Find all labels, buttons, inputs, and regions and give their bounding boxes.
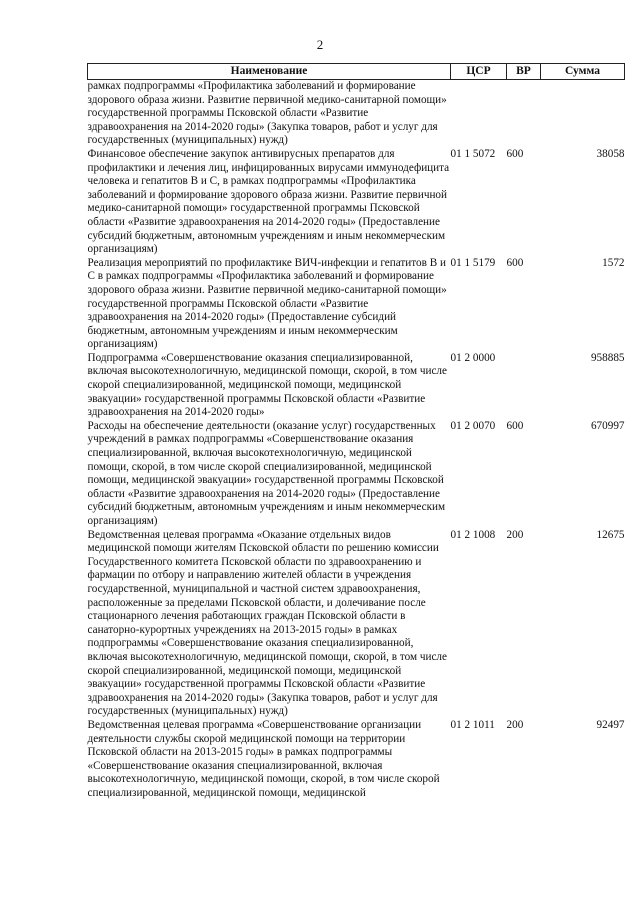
budget-table [87,63,625,800]
row-vr: 600 [506,256,524,269]
table-row [88,529,625,719]
row-name: Ведомственная целевая программа «Совершенствование организации деятельности службы скорой медицинской помощи на территории Псковской области на 2013-2015 годы» в рамках подпрограммы «Совершенствование оказания специализированной, включая высокотехнологичную, медицинской помощи, скорой, в том числе скорой специализированной, медицинской помощи, медицинской [87,718,440,799]
row-csr [451,80,507,148]
table-row [88,420,625,529]
header-vr: ВР [507,64,541,80]
row-sum: 92497 [596,718,625,731]
table-row [88,257,625,352]
row-sum: 1572 [602,256,625,269]
row-sum: 670997 [590,419,625,432]
table-header [88,64,625,80]
row-sum: 12675 [596,528,625,541]
table-row [88,719,625,801]
row-sum [541,80,625,148]
row-csr: 01 2 1011 [450,718,495,731]
row-name: Ведомственная целевая программа «Оказание отдельных видов медицинской помощи жителям Псковской области по решению комиссии Государственного комитета Псковской области по здравоохранению и фармации по отбору и направлению жителей области в учреждения государственной, муниципальной и частной систем здравоохранения, расположенные за пределами Псковской области, и долечивание после стационарного лечения работающих граждан Псковской области в санаторно-курортных учреждениях на 2013-2015 годы» в рамках подпрограммы «Совершенствование оказания специализированной, включая высокотехнологичную, медицинской помощи, скорой, в том числе скорой специализированной, медицинской помощи, медицинской эвакуации» государственной программы Псковской области «Развитие здравоохранения на 2014-2020 годы» (Закупка товаров, работ и услуг для государственных (муниципальных) нужд) [87,528,447,718]
header-sum: Сумма [541,64,625,80]
row-sum: 38058 [596,147,625,160]
row-vr [507,352,541,420]
row-vr [507,80,541,148]
row-vr: 200 [506,718,524,731]
row-csr: 01 2 0070 [450,419,496,432]
table-body [88,80,625,801]
page-number: 2 [316,37,324,52]
row-name: Реализация мероприятий по профилактике ВИЧ-инфекции и гепатитов В и С в рамках подпрограммы «Профилактика заболеваний и формирование здорового образа жизни. Развитие первичной медико-санитарной помощи» государственной программы Псковской области «Развитие здравоохранения на 2014-2020 годы» (Предоставление субсидий бюджетным, автономным учреждениям и иным некоммерческим организациям) [87,256,447,351]
row-csr: 01 2 1008 [450,528,496,541]
row-csr: 01 1 5179 [450,256,496,269]
header-csr: ЦСР [451,64,507,80]
row-name: рамках подпрограммы «Профилактика заболеваний и формирование здорового образа жизни. Развитие первичной медико-санитарной помощи» государственной программы Псковской области «Развитие здравоохранения на 2014-2020 годы» (Закупка товаров, работ и услуг для государственных (муниципальных) нужд) [87,80,447,147]
header-name: Наименование [88,64,451,80]
table-row [88,148,625,257]
header-row [88,64,625,80]
row-sum: 958885 [590,351,625,364]
row-csr: 01 2 0000 [450,351,496,364]
table-row [88,352,625,420]
row-vr: 600 [506,147,524,160]
row-vr: 600 [506,419,524,432]
row-vr: 200 [506,528,524,541]
table-row [88,80,625,148]
row-csr: 01 1 5072 [450,147,496,160]
row-name: Расходы на обеспечение деятельности (оказание услуг) государственных учреждений в рамках подпрограммы «Совершенствование оказания специализированной, включая высокотехнологичную, медицинской помощи, скорой, в том числе скорой специализированной, медицинской помощи, медицинской эвакуации» государственной программы Псковской области «Развитие здравоохранения на 2014-2020 годы» (Предоставление субсидий бюджетным, автономным учреждениям и иным некоммерческим организациям) [87,419,446,527]
row-name: Финансовое обеспечение закупок антивирусных препаратов для профилактики и лечения лиц, инфицированных вирусами иммунодефицита человека и гепатитов В и С, в рамках подпрограммы «Профилактика заболеваний и формирование здорового образа жизни. Развитие первичной медико-санитарной помощи» государственной программы Псковской области «Развитие здравоохранения на 2014-2020 годы» (Предоставление субсидий бюджетным, автономным учреждениям и иным некоммерческим организациям) [87,147,450,256]
row-name: Подпрограмма «Совершенствование оказания специализированной, включая высокотехнологичную, медицинской помощи, скорой, в том числе скорой специализированной, медицинской помощи, медицинской эвакуации» государственной программы Псковской области «Развитие здравоохранения на 2014-2020 годы» [87,351,447,419]
